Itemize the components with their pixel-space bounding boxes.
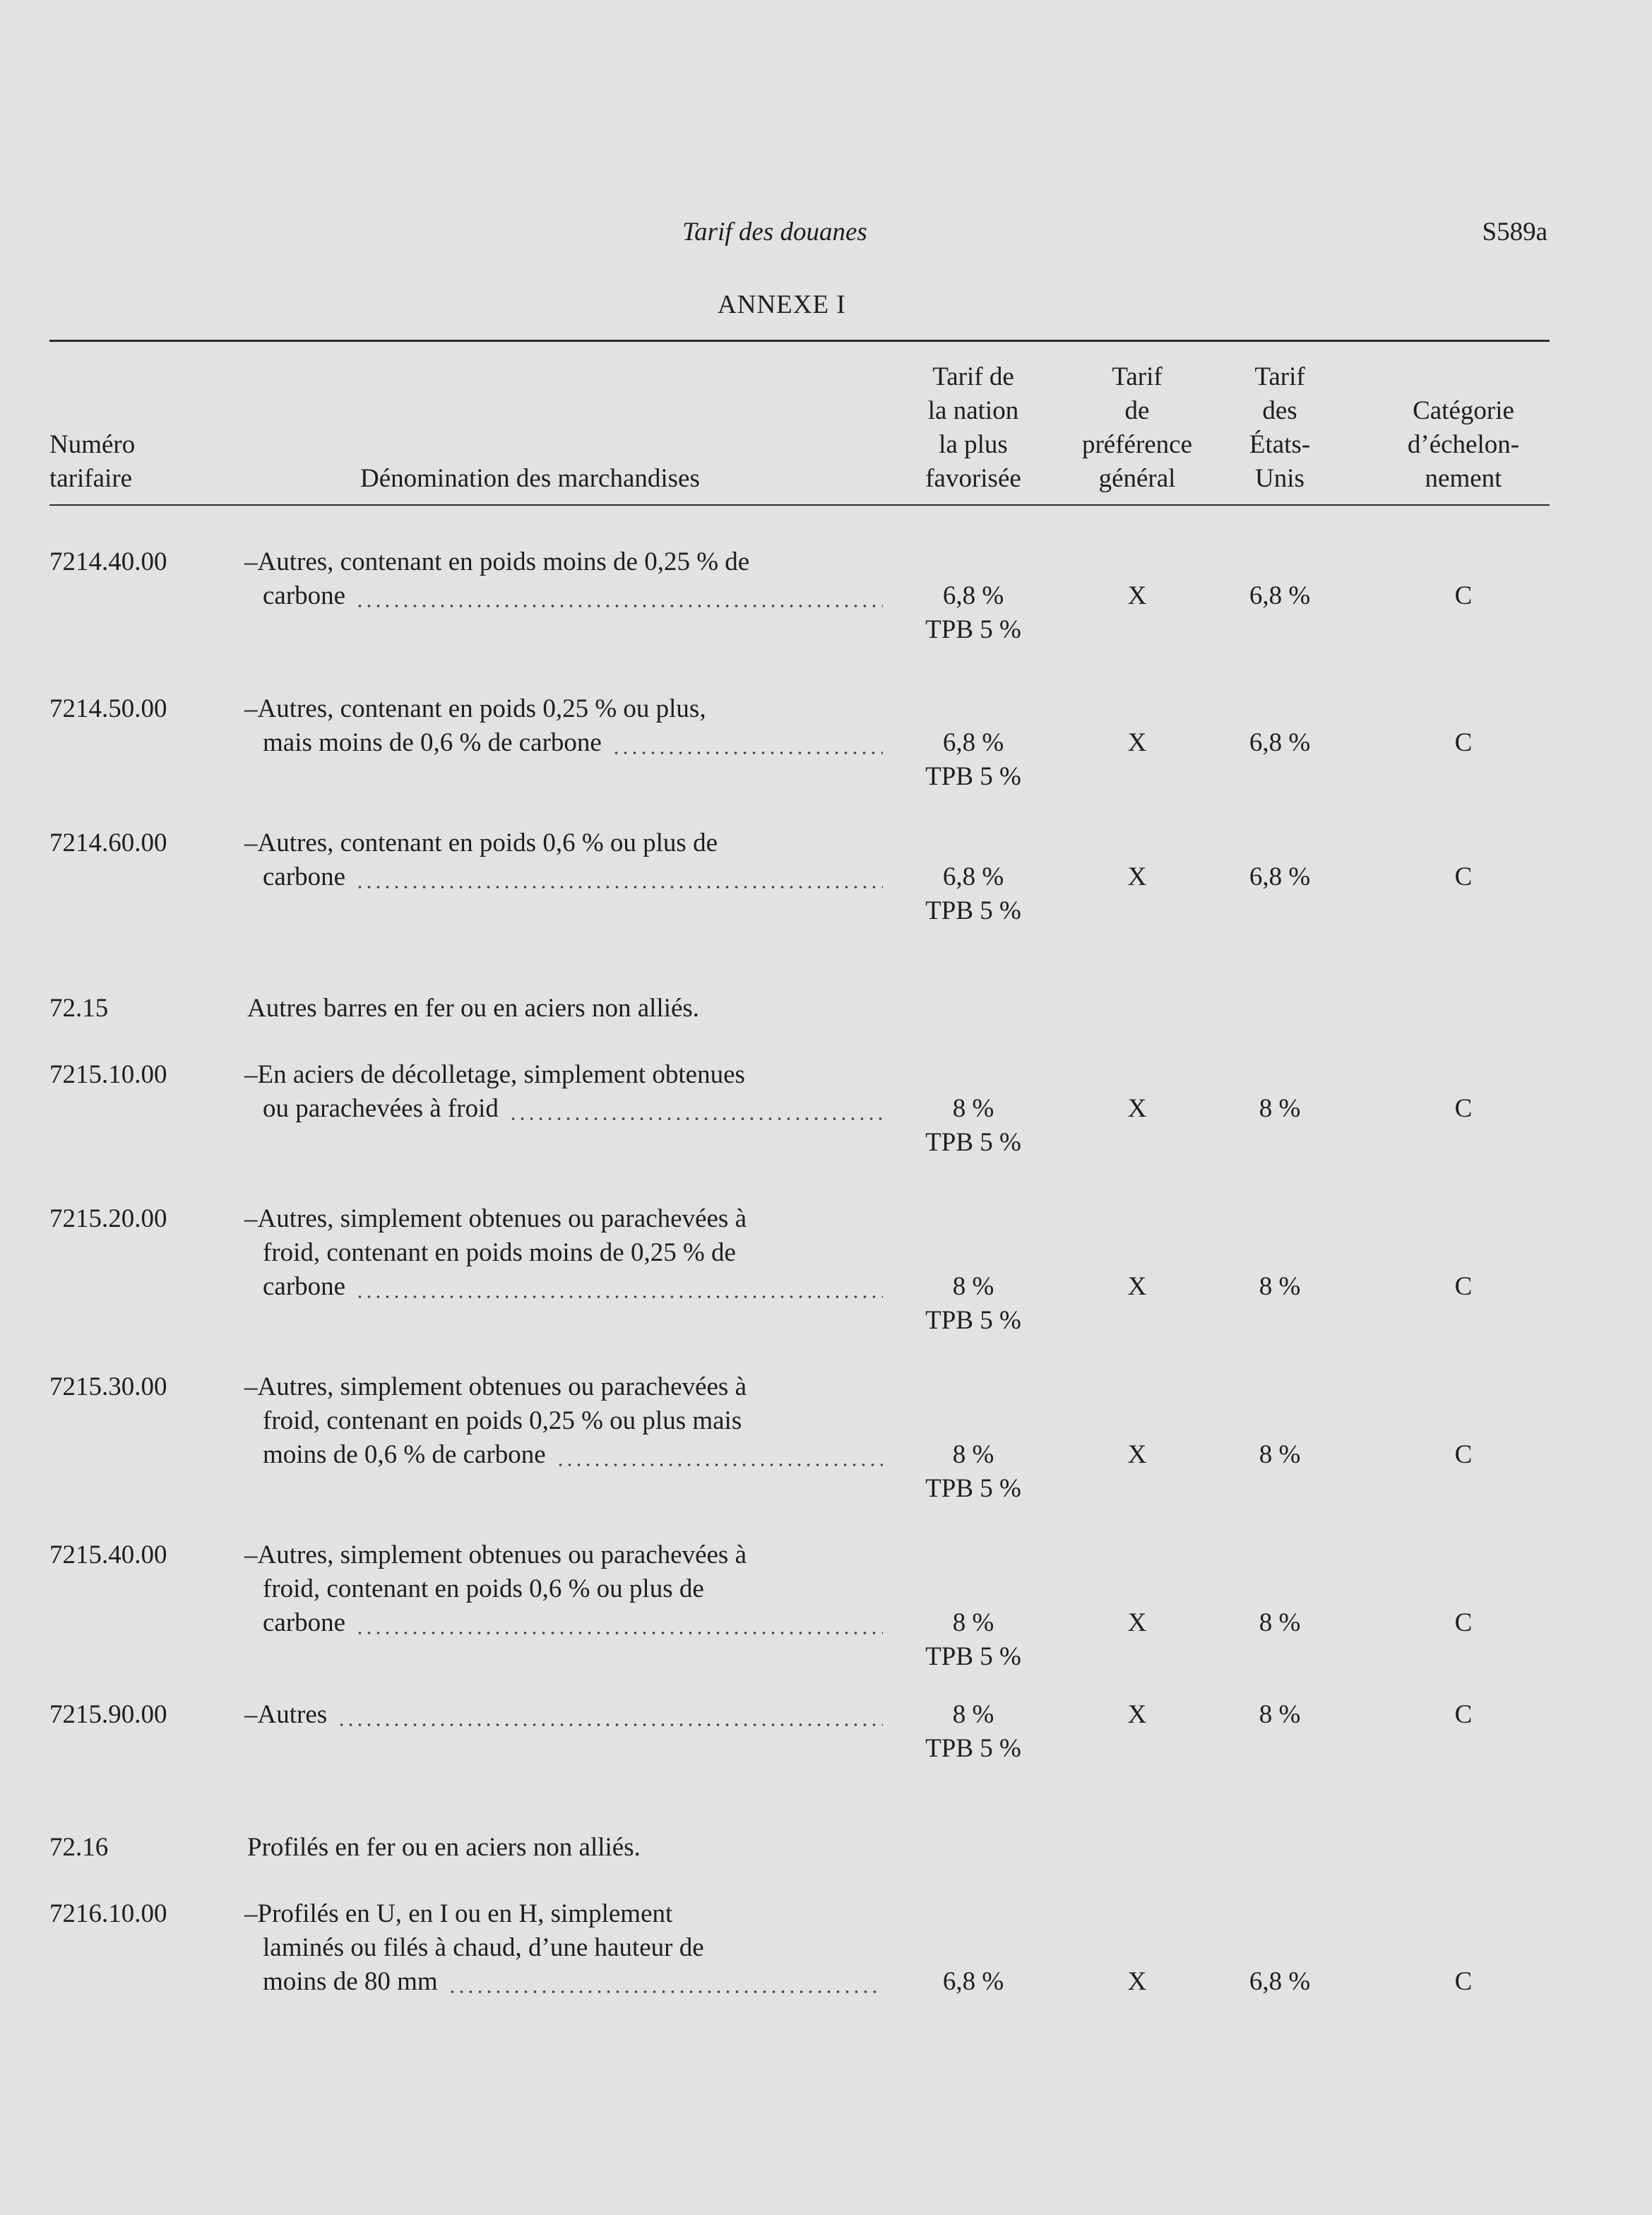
gpt-rate: X — [1127, 1272, 1147, 1301]
us-rate: 8 % — [1259, 1608, 1301, 1637]
mfn-rate: 8 % — [952, 1440, 994, 1469]
mfn-tpb-rate: TPB 5 % — [925, 1642, 1021, 1671]
staging-category: C — [1454, 862, 1473, 891]
leader-dots — [355, 1632, 883, 1634]
staging-category: C — [1454, 1608, 1473, 1637]
description-line: Autres barres en fer ou en aciers non alliés. — [247, 994, 700, 1023]
mfn-rate: 6,8 % — [942, 862, 1004, 891]
column-header-tariff-number-line1: Numéro — [49, 430, 136, 459]
mfn-rate: 6,8 % — [942, 728, 1004, 757]
us-rate: 8 % — [1259, 1272, 1301, 1301]
mfn-rate: 8 % — [952, 1700, 994, 1729]
us-rate: 6,8 % — [1249, 728, 1311, 757]
tariff-code: 7215.40.00 — [49, 1540, 167, 1569]
description-line: froid, contenant en poids 0,25 % ou plus mais — [263, 1406, 742, 1435]
staging-category: C — [1454, 581, 1473, 610]
description-line: –En aciers de décolletage, simplement obtenues — [244, 1060, 745, 1089]
tariff-code: 7214.50.00 — [49, 694, 167, 723]
column-header-mfn-line: la nation — [927, 396, 1019, 425]
leader-dots — [509, 1117, 883, 1120]
tariff-code: 7214.40.00 — [49, 547, 167, 576]
mfn-rate: 6,8 % — [942, 1967, 1004, 1996]
description-line: froid, contenant en poids moins de 0,25 % de — [263, 1238, 736, 1267]
page-code: S589a — [1482, 218, 1547, 247]
us-rate: 6,8 % — [1249, 1967, 1311, 1996]
gpt-rate: X — [1127, 1700, 1147, 1729]
mfn-tpb-rate: TPB 5 % — [925, 1306, 1021, 1335]
column-header-us-line: États- — [1249, 430, 1311, 459]
document-title: Tarif des douanes — [682, 218, 867, 247]
us-rate: 6,8 % — [1249, 862, 1311, 891]
gpt-rate: X — [1127, 581, 1147, 610]
column-header-mfn-line: la plus — [939, 430, 1008, 459]
description-line: carbone — [263, 581, 346, 610]
tariff-code: 7215.90.00 — [49, 1700, 167, 1729]
us-rate: 8 % — [1259, 1700, 1301, 1729]
column-header-us-line: Unis — [1255, 464, 1305, 493]
mfn-tpb-rate: TPB 5 % — [925, 1474, 1021, 1503]
us-rate: 8 % — [1259, 1440, 1301, 1469]
tariff-code: 72.15 — [49, 994, 109, 1023]
staging-category: C — [1454, 1440, 1473, 1469]
description-line: moins de 0,6 % de carbone — [263, 1440, 546, 1469]
description-line: laminés ou filés à chaud, d’une hauteur de — [263, 1933, 704, 1962]
column-header-gpt-line: général — [1098, 464, 1176, 493]
column-header-mfn-line: Tarif de — [932, 362, 1014, 391]
us-rate: 8 % — [1259, 1094, 1301, 1123]
us-rate: 6,8 % — [1249, 581, 1311, 610]
leader-dots — [448, 1990, 883, 1993]
column-header-tariff-number — [49, 428, 135, 496]
staging-category: C — [1454, 728, 1473, 757]
column-header-staging-category-line: nement — [1425, 464, 1502, 493]
column-header-staging-category-line: d’échelon- — [1407, 430, 1520, 459]
mfn-tpb-rate: TPB 5 % — [925, 896, 1021, 925]
mfn-tpb-rate: TPB 5 % — [925, 1734, 1021, 1763]
description-line: mais moins de 0,6 % de carbone — [263, 728, 602, 757]
column-header-description: Dénomination des marchandises — [360, 464, 700, 493]
gpt-rate: X — [1127, 1608, 1147, 1637]
description-line: –Autres, simplement obtenues ou parachevées à — [244, 1204, 747, 1233]
column-header-gpt-line: de — [1124, 396, 1150, 425]
staging-category: C — [1454, 1094, 1473, 1123]
gpt-rate: X — [1127, 862, 1147, 891]
mfn-rate: 8 % — [952, 1272, 994, 1301]
annex-title: ANNEXE I — [718, 290, 846, 319]
tariff-code: 7215.10.00 — [49, 1060, 167, 1089]
leader-dots — [612, 752, 883, 754]
header-rule — [49, 504, 1550, 506]
description-line: –Profilés en U, en I ou en H, simplement — [244, 1899, 673, 1928]
description-line: Profilés en fer ou en aciers non alliés. — [247, 1833, 641, 1862]
tariff-code: 72.16 — [49, 1833, 109, 1862]
leader-dots — [355, 605, 883, 607]
staging-category: C — [1454, 1700, 1473, 1729]
description-line: ou parachevées à froid — [263, 1094, 499, 1123]
description-line: –Autres, contenant en poids moins de 0,25 % de — [244, 547, 750, 576]
column-header-staging-category — [1393, 394, 1534, 496]
mfn-rate: 6,8 % — [942, 581, 1004, 610]
description-line: carbone — [263, 1608, 346, 1637]
mfn-tpb-rate: TPB 5 % — [925, 615, 1021, 644]
column-header-us-line: des — [1262, 396, 1297, 425]
tariff-code: 7215.20.00 — [49, 1204, 167, 1233]
tariff-code: 7215.30.00 — [49, 1372, 167, 1401]
description-line: moins de 80 mm — [263, 1967, 438, 1996]
mfn-tpb-rate: TPB 5 % — [925, 762, 1021, 791]
description-line: carbone — [263, 1272, 346, 1301]
tariff-code: 7214.60.00 — [49, 829, 167, 857]
staging-category: C — [1454, 1967, 1473, 1996]
column-header-mfn — [896, 360, 1051, 496]
gpt-rate: X — [1127, 728, 1147, 757]
column-header-gpt-line: Tarif — [1112, 362, 1163, 391]
column-header-us-line: Tarif — [1254, 362, 1305, 391]
column-header-gpt — [1066, 360, 1208, 496]
column-header-us — [1209, 360, 1350, 496]
gpt-rate: X — [1127, 1967, 1147, 1996]
staging-category: C — [1454, 1272, 1473, 1301]
mfn-rate: 8 % — [952, 1094, 994, 1123]
description-line: –Autres, contenant en poids 0,25 % ou plus, — [244, 694, 706, 723]
mfn-rate: 8 % — [952, 1608, 994, 1637]
leader-dots — [556, 1463, 883, 1466]
tariff-code: 7216.10.00 — [49, 1899, 167, 1928]
mfn-tpb-rate: TPB 5 % — [925, 1128, 1021, 1157]
top-rule — [49, 340, 1550, 342]
leader-dots — [355, 886, 883, 889]
description-line: carbone — [263, 862, 346, 891]
gpt-rate: X — [1127, 1440, 1147, 1469]
description-line: froid, contenant en poids 0,6 % ou plus de — [263, 1574, 704, 1603]
leader-dots — [355, 1295, 883, 1298]
column-header-staging-category-line: Catégorie — [1413, 396, 1514, 425]
gpt-rate: X — [1127, 1094, 1147, 1123]
description-line: –Autres, contenant en poids 0,6 % ou plus de — [244, 829, 718, 857]
column-header-tariff-number-line2: tarifaire — [49, 464, 133, 493]
column-header-mfn-line: favorisée — [925, 464, 1021, 493]
description-line: –Autres, simplement obtenues ou parachevées à — [244, 1540, 747, 1569]
leader-dots — [337, 1723, 883, 1726]
column-header-gpt-line: préférence — [1081, 430, 1193, 459]
description-line: –Autres, simplement obtenues ou parachevées à — [244, 1372, 747, 1401]
description-line: –Autres — [244, 1700, 328, 1729]
